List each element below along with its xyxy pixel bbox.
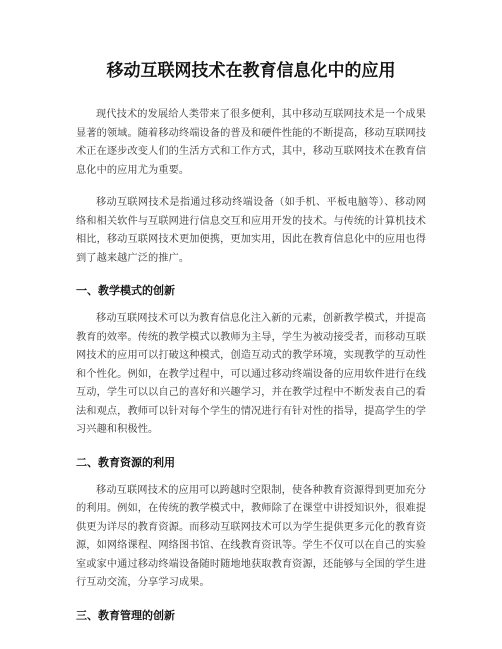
section-paragraph: 移动互联网技术的应用可以跨越时空限制，使各种教育资源得到更加充分的利用。例如，在传统的教学模式中，教师除了在课堂中讲授知识外，很难提供更为详尽的教育资源。而移动互联网技术可以为学生提供更多元化的教育资源，如网络课程、网络图书馆、在线教育资讯等。学生不仅可以在自己的实验室或家中通过移动终端设备随时随地地获取教育资源，还能够与全国的学生进行互动交流，分享学习成果。 (76, 484, 426, 588)
document-title: 移动互联网技术在教育信息化中的应用 (106, 61, 396, 81)
intro-paragraph-1: 现代技术的发展给人类带来了很多便利，其中移动互联网技术是一个成果显著的领域。随着移动终端设备的普及和硬件性能的不断提高，移动互联网技术正在逐步改变人们的生活方式和工作方式，其中，移动互联网技术在教育信息化中的应用尤为重要。 (76, 109, 426, 176)
section-education-resources (76, 454, 426, 593)
intro-paragraph-2: 移动互联网技术是指通过移动终端设备（如手机、平板电脑等）、移动网络和相关软件与互联网进行信息交互和应用开发的技术。与传统的计算机技术相比，移动互联网技术更加便携，更加实用，因此在教育信息化中的应用也得到了越来越广泛的推广。 (76, 197, 426, 264)
section-heading: 二、教育资源的利用 (76, 455, 175, 469)
section-heading: 一、教学模式的创新 (76, 284, 175, 297)
section-teaching-mode (76, 282, 426, 440)
section-paragraph: 移动互联网技术可以为教育信息化注入新的元素，创新教学模式，并提高教育的效率。传统的教学模式以教师为主导，学生为被动接受者，而移动互联网技术的应用可以打破这种模式，创造互动式的教学环境，实现教学的互动性和个性化。例如，在教学过程中，可以通过移动终端设备的应用软件进行在线互动，学生可以以自己的喜好和兴趣学习，并在教学过程中不断发表自己的看法和观点，教师可以针对每个学生的情况进行有针对性的指导，提高学生的学习兴趣和积极性。 (76, 313, 426, 435)
section-education-management (76, 607, 426, 625)
section-heading: 三、教育管理的创新 (76, 608, 175, 622)
